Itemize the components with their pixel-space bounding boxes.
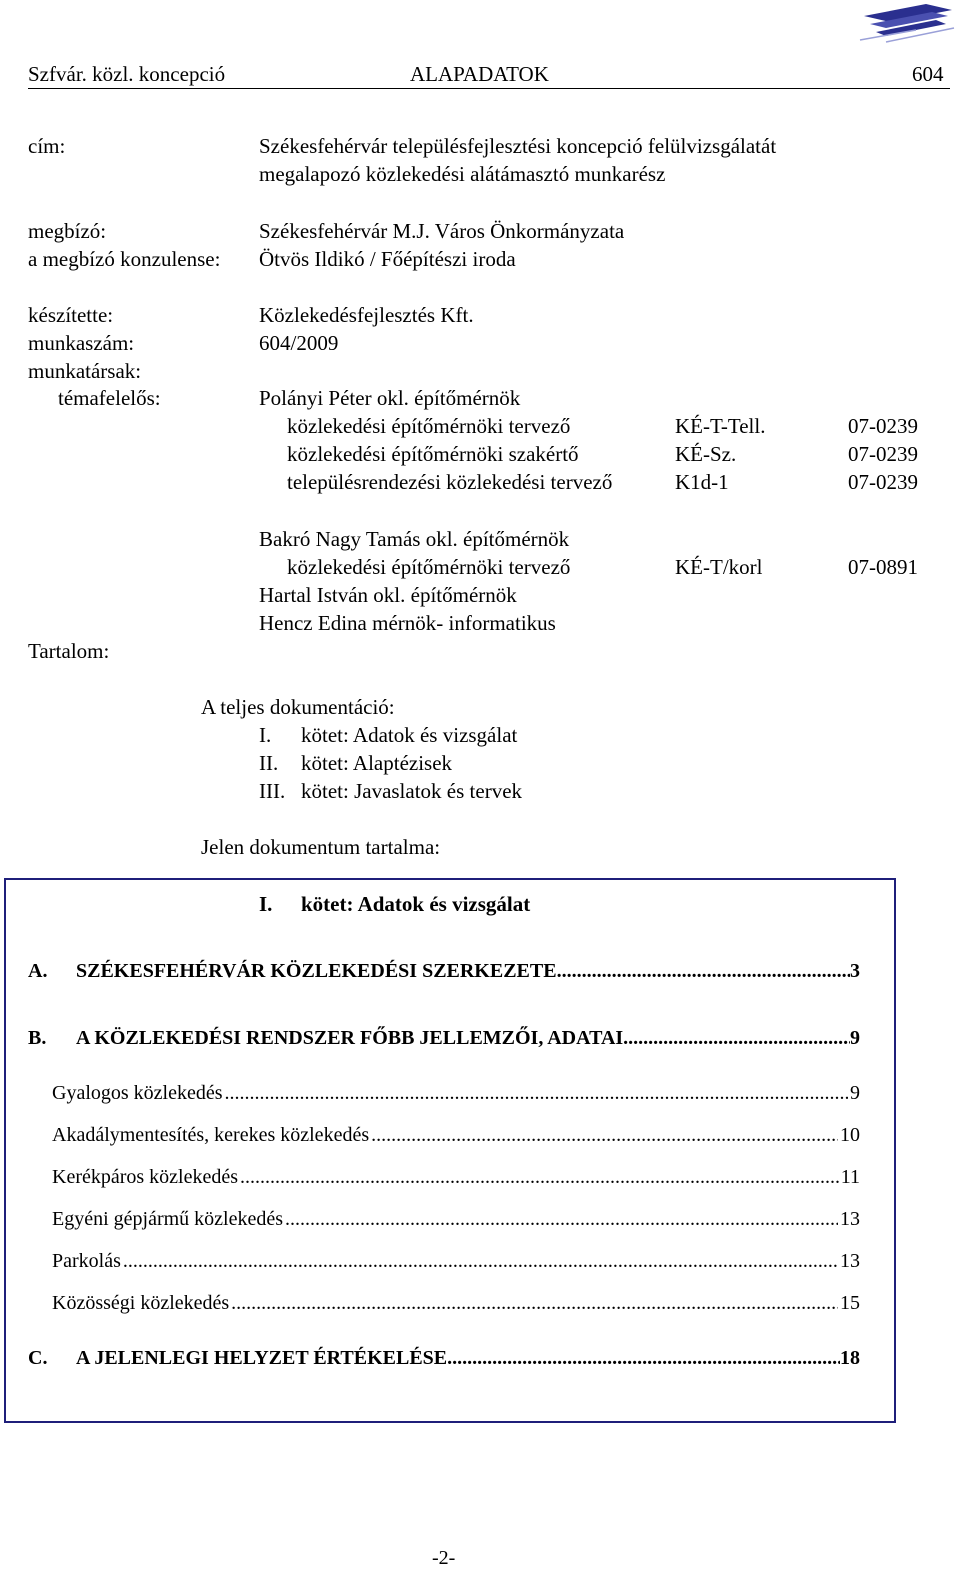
toc-item-page: 13 (840, 1208, 860, 1230)
cim-value-line1: Székesfehérvár településfejlesztési koncepció felülvizsgálatát (259, 134, 777, 158)
docs-volume-3-label: kötet: Javaslatok és tervek (301, 779, 523, 803)
toc-item-page: 13 (840, 1250, 860, 1272)
docs-title: A teljes dokumentáció: (201, 695, 395, 719)
staff-polanyi-code-2: KÉ-Sz. (675, 442, 737, 466)
toc-leader-dots (557, 958, 850, 984)
toc-item-label: Parkolás (52, 1250, 121, 1272)
toc-item-label: Gyalogos közlekedés (52, 1082, 223, 1104)
toc-leader-dots (231, 1290, 838, 1316)
toc-section-b[interactable] (28, 1025, 860, 1051)
toc-leader-dots (371, 1122, 838, 1148)
header-document-name: Szfvár. közl. koncepció (28, 62, 226, 86)
konzulens-value: Ötvös Ildikó / Főépítészi iroda (259, 247, 516, 271)
staff-polanyi-number-3: 07-0239 (848, 470, 918, 494)
megbizo-label: megbízó: (28, 219, 107, 243)
staff-bakro-title-1: közlekedési építőmérnöki tervező (287, 555, 571, 579)
cim-label: cím: (28, 134, 66, 158)
toc-section-a[interactable] (28, 958, 860, 984)
toc-item[interactable] (52, 1164, 860, 1190)
toc-section-label: A JELENLEGI HELYZET ÉRTÉKELÉSE (76, 1347, 448, 1369)
staff-bakro-code-1: KÉ-T/korl (675, 555, 763, 579)
toc-leader-dots (225, 1080, 848, 1106)
toc-item[interactable] (52, 1122, 860, 1148)
staff-polanyi-code-3: K1d-1 (675, 470, 729, 494)
toc-item[interactable] (52, 1248, 860, 1274)
toc-leader-dots (623, 1025, 850, 1051)
staff-polanyi-number-1: 07-0239 (848, 414, 918, 438)
toc-section-letter: A. (28, 960, 48, 982)
toc-section-letter: B. (28, 1027, 47, 1049)
toc-item[interactable] (52, 1080, 860, 1106)
current-document-title: Jelen dokumentum tartalma: (201, 835, 441, 859)
temafelelos-label: témafelelős: (58, 386, 161, 410)
staff-hartal-name: Hartal István okl. építőmérnök (259, 583, 517, 607)
munkaszam-value: 604/2009 (259, 331, 339, 355)
toc-leader-dots (240, 1164, 839, 1190)
toc-item[interactable] (52, 1206, 860, 1232)
toc-volume-number: I. (259, 892, 273, 916)
toc-item-label: Akadálymentesítés, kerekes közlekedés (52, 1124, 370, 1146)
toc-volume-label: kötet: Adatok és vizsgálat (301, 892, 531, 916)
header-rule (28, 88, 950, 89)
toc-item-page: 11 (840, 1166, 860, 1188)
toc-item[interactable] (52, 1290, 860, 1316)
docs-volume-1-number: I. (259, 723, 272, 747)
staff-bakro-name: Bakró Nagy Tamás okl. építőmérnök (259, 527, 570, 551)
toc-item-page: 9 (850, 1082, 860, 1104)
docs-volume-3-number: III. (259, 779, 286, 803)
toc-section-page: 9 (850, 1027, 860, 1049)
header-project-number: 604 (912, 62, 944, 86)
staff-polanyi-number-2: 07-0239 (848, 442, 918, 466)
tartalom-label: Tartalom: (28, 639, 110, 663)
munkatarsak-label: munkatársak: (28, 359, 142, 383)
company-logo (856, 2, 956, 44)
keszitette-label: készítette: (28, 303, 114, 327)
toc-section-label: A KÖZLEKEDÉSI RENDSZER FŐBB JELLEMZŐI, ADATAI (76, 1027, 624, 1049)
toc-section-label: SZÉKESFEHÉRVÁR KÖZLEKEDÉSI SZERKEZETE (76, 960, 557, 982)
toc-section-c[interactable] (28, 1345, 860, 1371)
toc-section-page: 3 (850, 960, 860, 982)
keszitette-value: Közlekedésfejlesztés Kft. (259, 303, 474, 327)
konzulens-label: a megbízó konzulense: (28, 247, 221, 271)
toc-section-letter: C. (28, 1347, 48, 1369)
toc-leader-dots (447, 1345, 840, 1371)
cim-value-line2: megalapozó közlekedési alátámasztó munkarész (259, 162, 666, 186)
staff-polanyi-title-1: közlekedési építőmérnöki tervező (287, 414, 571, 438)
docs-volume-2-label: kötet: Alaptézisek (301, 751, 453, 775)
toc-item-label: Kerékpáros közlekedés (52, 1166, 239, 1188)
docs-volume-1-label: kötet: Adatok és vizsgálat (301, 723, 518, 747)
docs-volume-2-number: II. (259, 751, 279, 775)
page-number: -2- (432, 1547, 456, 1569)
toc-leader-dots (123, 1248, 838, 1274)
staff-polanyi-title-3: településrendezési közlekedési tervező (287, 470, 613, 494)
toc-item-page: 15 (840, 1292, 860, 1314)
staff-polanyi-name: Polányi Péter okl. építőmérnök (259, 386, 521, 410)
staff-hencz-name: Hencz Edina mérnök- informatikus (259, 611, 556, 635)
megbizo-value: Székesfehérvár M.J. Város Önkormányzata (259, 219, 625, 243)
toc-leader-dots (285, 1206, 838, 1232)
toc-item-label: Egyéni gépjármű közlekedés (52, 1208, 284, 1230)
staff-polanyi-title-2: közlekedési építőmérnöki szakértő (287, 442, 579, 466)
header-section-title: ALAPADATOK (410, 62, 549, 86)
toc-item-label: Közösségi közlekedés (52, 1292, 230, 1314)
staff-bakro-number-1: 07-0891 (848, 555, 918, 579)
toc-item-page: 10 (840, 1124, 860, 1146)
staff-polanyi-code-1: KÉ-T-Tell. (675, 414, 766, 438)
munkaszam-label: munkaszám: (28, 331, 135, 355)
toc-section-page: 18 (840, 1347, 860, 1369)
